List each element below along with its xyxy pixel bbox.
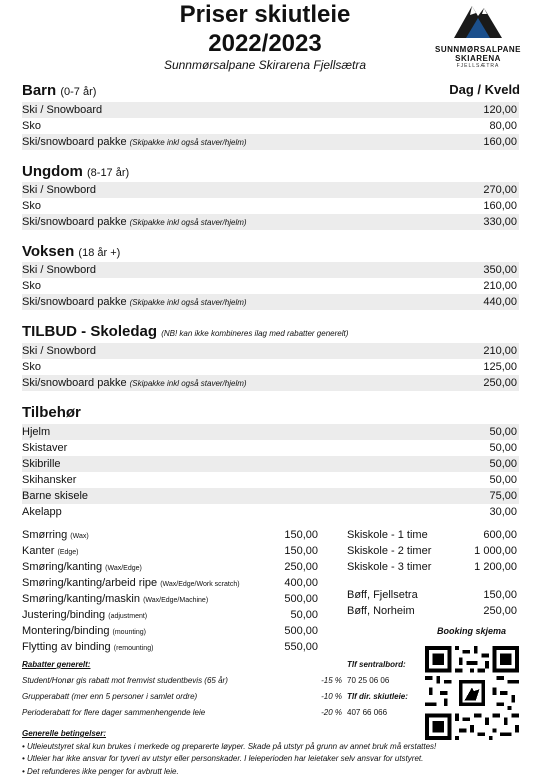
item-label-text: Ski/snowboard pakke <box>22 377 127 389</box>
item-note: (Skipakke inkl også staver/hjelm) <box>129 379 247 388</box>
price-row <box>22 294 519 310</box>
discounts-title: Rabatter generelt: <box>22 660 91 669</box>
price-row <box>22 424 519 440</box>
section-title: Barn <box>22 82 57 99</box>
item-label <box>22 214 247 231</box>
item-note: (Skipakke inkl også staver/hjelm) <box>129 218 247 227</box>
service-label: Smøring/kanting/maskin <box>22 593 140 605</box>
service-label: Montering/binding <box>22 625 110 637</box>
section-barn-heading <box>22 82 520 99</box>
service-label: Flytting av binding <box>22 641 111 653</box>
item-label: Hjelm <box>22 426 51 438</box>
logo <box>432 2 524 72</box>
terms-line: • Det refunderes ikke penger for avbrutt leie. <box>22 766 179 776</box>
item-note: (Skipakke inkl også staver/hjelm) <box>129 298 247 307</box>
service-item <box>22 575 240 591</box>
price-row <box>22 134 519 150</box>
phone-rental-number[interactable]: 407 66 066 <box>347 708 388 717</box>
price-row <box>22 343 519 359</box>
item-label: Barne skisele <box>22 490 89 502</box>
section-ungdom-heading <box>22 163 520 180</box>
item-price: 50,00 <box>489 458 517 470</box>
price-row <box>22 440 519 456</box>
boff-price: 150,00 <box>483 589 517 601</box>
service-price: 500,00 <box>284 625 318 637</box>
service-note: (Wax) <box>70 533 89 540</box>
service-note: (Wax/Edge/Machine) <box>143 597 209 604</box>
service-item <box>22 591 208 607</box>
item-label: Ski / Snowbord <box>22 264 96 276</box>
item-price: 160,00 <box>483 200 517 212</box>
service-note: (remounting) <box>113 645 154 652</box>
discount-text: Student/Honør gis rabatt mot fremvist studentbevis (65 år) <box>22 676 228 685</box>
item-price: 440,00 <box>483 296 517 308</box>
logo-line-3: FJELLSÆTRA <box>456 63 500 69</box>
service-item <box>22 607 147 623</box>
item-price: 270,00 <box>483 184 517 196</box>
item-price: 125,00 <box>483 361 517 373</box>
service-note: (mounting) <box>112 629 146 636</box>
page-subtitle: Sunnmørsalpane Skirarena Fjellsætra <box>163 58 367 72</box>
section-title: Tilbehør <box>22 404 81 421</box>
service-price: 500,00 <box>284 593 318 605</box>
item-price: 75,00 <box>489 490 517 502</box>
service-note: (Wax/Edge/Work scratch) <box>160 581 240 588</box>
logo-line-1: SUNNMØRSALPANE <box>435 45 521 54</box>
service-label: Smøring/kanting <box>22 561 103 573</box>
page-title <box>130 0 400 58</box>
section-title: Ungdom <box>22 163 83 180</box>
service-price: 50,00 <box>290 609 318 621</box>
skiskole-label: Skiskole - 1 time <box>347 529 428 541</box>
service-price: 400,00 <box>284 577 318 589</box>
boff-label: Bøff, Norheim <box>347 605 415 617</box>
price-row <box>22 359 519 375</box>
item-label-text: Ski/snowboard pakke <box>22 136 127 148</box>
service-item <box>22 639 153 655</box>
phone-central-label: Tlf sentralbord: <box>347 660 406 669</box>
item-price: 330,00 <box>483 216 517 228</box>
skiskole-price: 600,00 <box>483 529 517 541</box>
discount-percent: -15 % <box>321 676 342 685</box>
item-label <box>22 294 247 311</box>
service-price: 150,00 <box>284 529 318 541</box>
price-row <box>22 118 519 134</box>
section-age: (8-17 år) <box>87 167 130 179</box>
price-row <box>22 102 519 118</box>
price-row <box>22 488 519 504</box>
item-price: 210,00 <box>483 280 517 292</box>
phone-rental-label: Tlf dir. skiutleie: <box>347 692 408 701</box>
service-note: (adjustment) <box>108 613 148 620</box>
service-label: Smørring <box>22 529 68 541</box>
title-line-1: Priser skiutleie <box>179 1 351 28</box>
service-item <box>22 623 146 639</box>
boff-label: Bøff, Fjellsetra <box>347 589 418 601</box>
item-price: 50,00 <box>489 442 517 454</box>
item-label: Skihansker <box>22 474 77 486</box>
section-title: TILBUD - Skoledag <box>22 323 158 340</box>
price-row <box>22 456 519 472</box>
item-note: (Skipakke inkl også staver/hjelm) <box>129 138 247 147</box>
price-row <box>22 262 519 278</box>
item-price: 50,00 <box>489 474 517 486</box>
skiskole-label: Skiskole - 2 timer <box>347 545 432 557</box>
service-note: (Wax/Edge) <box>105 565 142 572</box>
section-voksen-heading <box>22 243 520 260</box>
skiskole-price: 1 000,00 <box>474 545 517 557</box>
skiskole-label: Skiskole - 3 timer <box>347 561 432 573</box>
title-line-2: 2022/2023 <box>208 30 322 57</box>
service-label: Kanter <box>22 545 55 557</box>
discount-text: Perioderabatt for flere dager sammenhengende leie <box>22 708 206 717</box>
logo-line-2: SKIARENA <box>455 54 501 63</box>
section-tilbud-heading <box>22 323 520 340</box>
service-label: Justering/binding <box>22 609 106 621</box>
skiskole-price: 1 200,00 <box>474 561 517 573</box>
terms-line: • Utleier har ikke ansvar for tyveri av utstyr eller personskader. I leieperioden har leietaker selv ansvar for utstyret. <box>22 754 424 763</box>
booking-qr-code-icon[interactable] <box>425 646 519 740</box>
boff-price: 250,00 <box>483 605 517 617</box>
item-label: Sko <box>22 280 41 292</box>
service-note: (Edge) <box>57 549 79 556</box>
item-label: Skistaver <box>22 442 68 454</box>
discount-text: Grupperabatt (mer enn 5 personer i samlet ordre) <box>22 692 198 701</box>
section-age: (0-7 år) <box>60 86 97 98</box>
item-price: 120,00 <box>483 104 517 116</box>
service-price: 150,00 <box>284 545 318 557</box>
item-price: 250,00 <box>483 377 517 389</box>
discount-percent: -20 % <box>321 708 342 717</box>
item-label: Ski / Snowbord <box>22 345 96 357</box>
item-label <box>22 375 247 392</box>
price-row <box>22 375 519 391</box>
item-label-text: Ski/snowboard pakke <box>22 296 127 308</box>
price-row <box>22 504 519 520</box>
item-label: Skibrille <box>22 458 61 470</box>
item-price: 50,00 <box>489 426 517 438</box>
section-note: (NB! kan ikke kombineres ilag med rabatter generelt) <box>161 329 349 338</box>
section-tilbehor-heading <box>22 404 520 421</box>
item-label-text: Ski/snowboard pakke <box>22 216 127 228</box>
price-row <box>22 472 519 488</box>
item-price: 30,00 <box>489 506 517 518</box>
service-item <box>22 527 89 543</box>
price-column-header: Dag / Kveld <box>449 82 520 97</box>
price-row <box>22 214 519 230</box>
terms-line: • Utleieutstyret skal kun brukes i merkede og preparerte løyper. Skade på utstyr på grunn av annet bruk må erstattes! <box>22 741 437 751</box>
item-label <box>22 134 247 151</box>
service-price: 550,00 <box>284 641 318 653</box>
item-price: 80,00 <box>489 120 517 132</box>
service-price: 250,00 <box>284 561 318 573</box>
price-row <box>22 198 519 214</box>
item-label: Ski / Snowbord <box>22 184 96 196</box>
booking-label: Booking skjema <box>437 626 507 636</box>
item-label: Akelapp <box>22 506 62 518</box>
discount-percent: -10 % <box>321 692 342 701</box>
item-price: 210,00 <box>483 345 517 357</box>
service-item <box>22 543 79 559</box>
item-label: Sko <box>22 120 41 132</box>
price-row <box>22 278 519 294</box>
price-row <box>22 182 519 198</box>
section-age: (18 år +) <box>78 247 121 259</box>
item-price: 160,00 <box>483 136 517 148</box>
service-item <box>22 559 142 575</box>
item-price: 350,00 <box>483 264 517 276</box>
section-title: Voksen <box>22 243 75 260</box>
item-label: Sko <box>22 361 41 373</box>
mountain-logo-icon <box>448 2 508 40</box>
terms-title: Generelle betingelser: <box>22 729 107 738</box>
item-label: Sko <box>22 200 41 212</box>
terms-block <box>22 728 532 778</box>
item-label: Ski / Snowboard <box>22 104 103 116</box>
service-label: Smøring/kanting/arbeid ripe <box>22 577 158 589</box>
phone-central-number[interactable]: 70 25 06 06 <box>347 676 390 685</box>
